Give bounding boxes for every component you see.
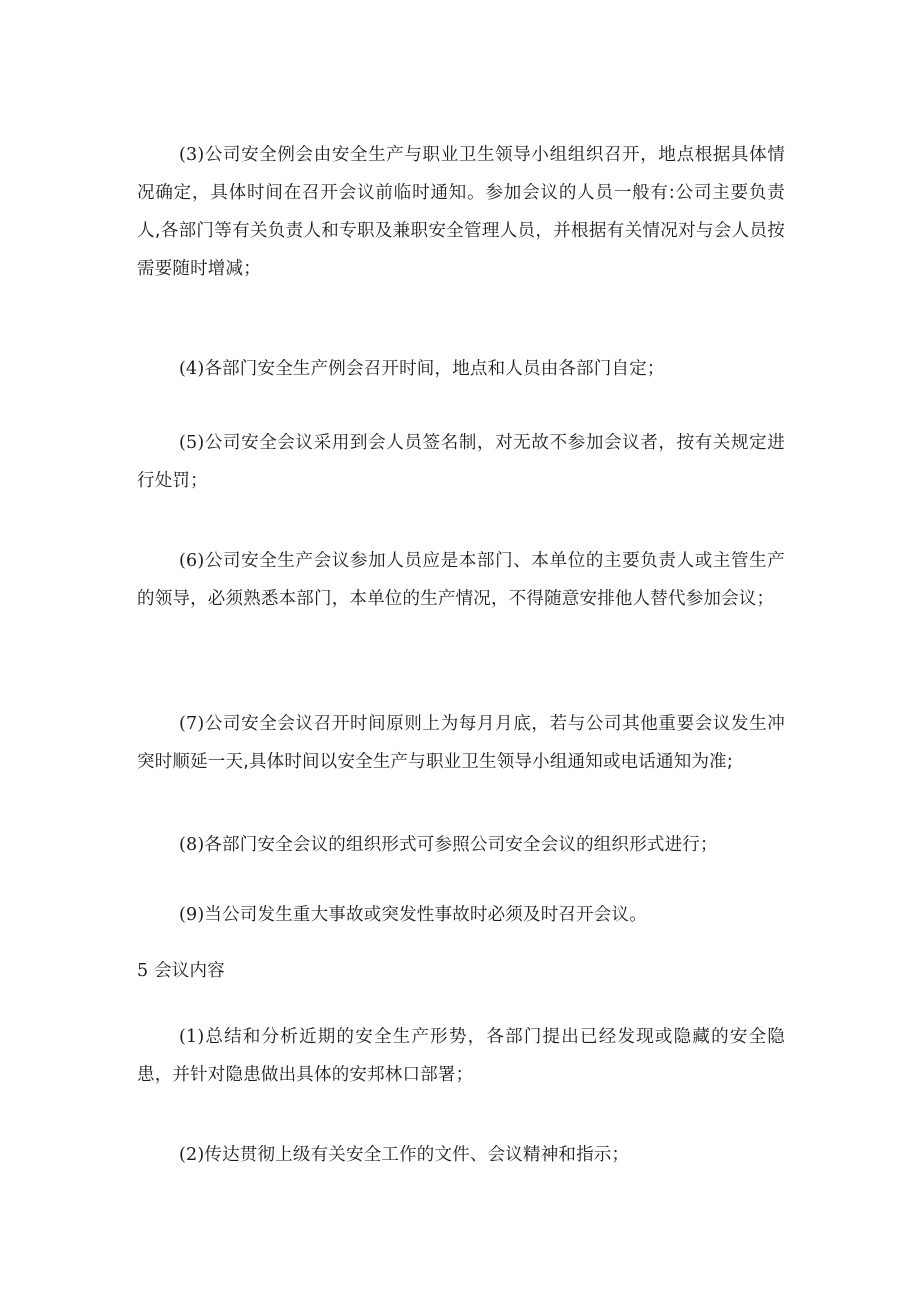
section-heading [137,952,785,990]
paragraph-text: 各部门安全会议的组织形式可参照公司安全会议的组织形式进行； [204,835,718,855]
content-paragraph-1 [137,1018,785,1094]
document-page [137,0,785,1301]
item-number: (2) [179,1145,205,1165]
paragraph-text: 公司安全例会由安全生产与职业卫生领导小组组织召开，地点根据具体情况确定，具体时间在召开会议前临时通知。参加会议的人员一般有:公司主要负责人,各部门等有关负责人和专职及兼职安全管理人员，并根据有关情况对与会人员按需要随时增减； [137,145,785,279]
rule-paragraph-7 [137,705,785,781]
rule-paragraph-5 [137,424,785,500]
rule-paragraph-8 [137,826,785,864]
item-number: (8) [179,835,205,855]
paragraph-text: 公司安全会议采用到会人员签名制，对无故不参加会议者，按有关规定进行处罚； [137,433,785,491]
paragraph-text: 总结和分析近期的安全生产形势，各部门提出已经发现或隐藏的安全隐患，并针对隐患做出具体的安邦林口部署； [137,1027,785,1085]
item-number: (4) [179,359,205,379]
rule-paragraph-9 [137,896,785,934]
section-title: 会议内容 [154,961,225,981]
paragraph-text: 传达贯彻上级有关安全工作的文件、会议精神和指示； [204,1145,630,1165]
section-number: 5 [137,961,149,981]
paragraph-text: 各部门安全生产例会召开时间，地点和人员由各部门自定； [204,359,665,379]
item-number: (3) [179,145,205,165]
rule-paragraph-6 [137,542,785,618]
content-paragraph-2 [137,1136,785,1174]
paragraph-text: 公司安全会议召开时间原则上为每月月底，若与公司其他重要会议发生冲突时顺延一天,具体时间以安全生产与职业卫生领导小组通知或电话通知为准; [137,714,785,772]
rule-paragraph-4 [137,350,785,388]
item-number: (5) [179,433,205,453]
rule-paragraph-3 [137,136,785,288]
paragraph-text: 当公司发生重大事故或突发性事故时必须及时召开会议。 [204,905,647,925]
item-number: (9) [179,905,205,925]
paragraph-text: 公司安全生产会议参加人员应是本部门、本单位的主要负责人或主管生产的领导，必须熟悉本部门，本单位的生产情况，不得随意安排他人替代参加会议； [137,551,785,609]
item-number: (7) [179,714,205,734]
item-number: (1) [179,1027,205,1047]
item-number: (6) [179,551,205,571]
